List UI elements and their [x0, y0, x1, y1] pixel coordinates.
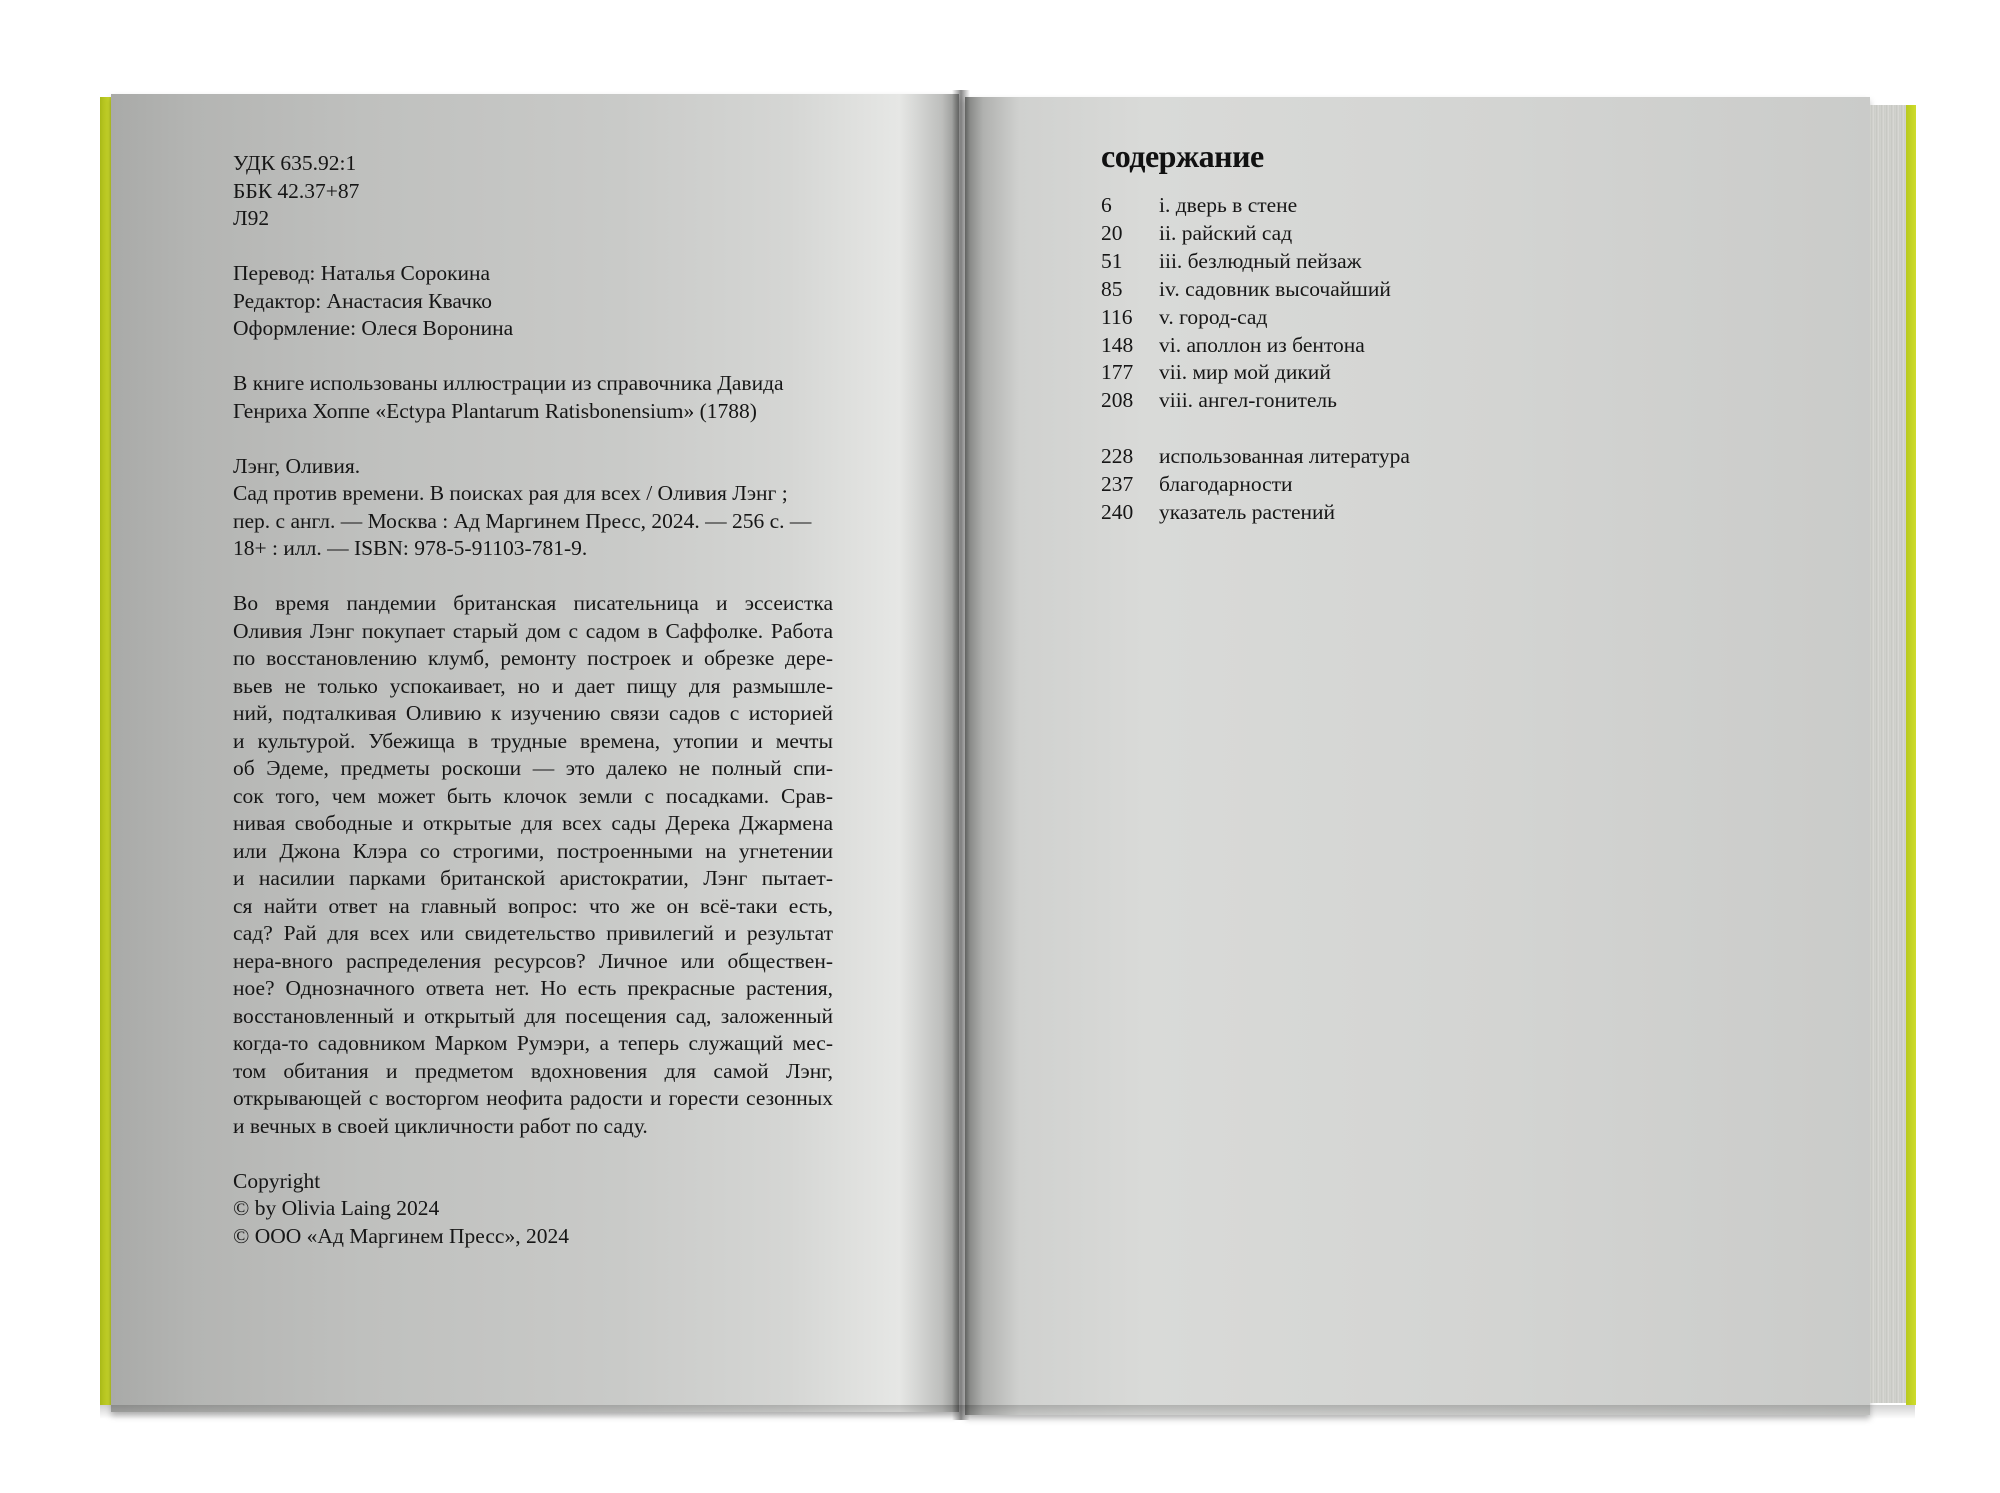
book-gutter [952, 90, 970, 1420]
catalog-line: пер. с англ. — Москва : Ад Маргинем Пресс, 2024. — 256 с. — [233, 508, 812, 533]
toc-entry-title: iv. садовник высочайший [1159, 276, 1391, 301]
toc-entry-title: благодарности [1159, 472, 1293, 497]
toc-page-number: 6 [1101, 193, 1112, 217]
toc-entry-title: ii. райский сад [1159, 220, 1293, 245]
annotation-line: и вечных в своей цикличности работ по саду. [233, 1113, 648, 1138]
catalog-author: Лэнг, Оливия. [233, 453, 361, 478]
credit-translator: Перевод: Наталья Сорокина [233, 261, 491, 285]
note-line: В книге использованы иллюстрации из справочника Давида [233, 371, 784, 395]
book-cover-edge-right [1906, 105, 1916, 1405]
imprint-page-text [233, 150, 833, 1250]
annotation-line: и насилии парками британской аристократии, Лэнг пытает- [233, 866, 833, 890]
annotation-line: открывающей с восторгом неофита радости и горести сезонных [233, 1086, 833, 1110]
annotation-line: по восстановлению клумб, ремонту построек и обрезке дере- [233, 646, 833, 670]
annotation-line: об Эдеме, предметы роскоши — это далеко не полный спи- [233, 756, 833, 780]
annotation-line: Оливия Лэнг покупает старый дом с садом в Саффолке. Работа [233, 618, 833, 643]
toc-page-number: 237 [1101, 472, 1134, 497]
annotation-line: сок того, чем может быть клочок земли с посадками. Срав- [233, 783, 833, 808]
annotation-line: или Джона Клэра со строгими, построенными на угнетении [233, 838, 833, 863]
catalog-line: 18+ : илл. — ISBN: 978-5-91103-781-9. [233, 536, 588, 560]
author-mark: Л92 [233, 206, 270, 230]
copyright-label: Copyright [233, 1168, 321, 1193]
toc-page-number: 51 [1101, 248, 1123, 273]
toc-entry [1101, 359, 1621, 387]
annotation-line: сад? Рай для всех или свидетельство привилегий и результат [233, 921, 833, 945]
toc-entry-title: vii. мир мой дикий [1159, 360, 1331, 385]
bbk-code: ББК 42.37+87 [233, 178, 360, 203]
toc-entry [1101, 248, 1621, 276]
toc-entry-title: v. город-сад [1159, 304, 1268, 329]
toc-entry-title: vi. аполлон из бентона [1159, 332, 1365, 357]
annotation-line: когда-то садовником Марком Румэри, а теперь служащий мес- [233, 1031, 833, 1055]
classification-block [233, 150, 833, 233]
toc-page-number: 177 [1101, 360, 1134, 385]
toc-entry-title: указатель растений [1159, 499, 1336, 524]
udc-code: УДК 635.92:1 [233, 151, 357, 175]
copyright-publisher: © ООО «Ад Маргинем Пресс», 2024 [233, 1223, 569, 1248]
catalog-line: Сад против времени. В поисках рая для всех / Оливия Лэнг ; [233, 481, 788, 505]
annotation-paragraph [233, 590, 833, 1140]
toc-page-number: 228 [1101, 444, 1134, 469]
toc-page-number: 148 [1101, 332, 1134, 357]
toc-entry-title: использованная литература [1159, 444, 1410, 469]
annotation-line: восстановленный и открытый для посещения сад, заложенный [233, 1003, 833, 1028]
toc-title: содержание [1101, 138, 1264, 174]
annotation-line: ний, подталкивая Оливию к изучению связи садов с историей [233, 701, 833, 725]
annotation-line: и культурой. Убежища в трудные времена, утопии и мечты [233, 728, 833, 753]
annotation-line: ное? Однозначного ответа нет. Но есть прекрасные растения, [233, 976, 833, 1000]
copyright-block [233, 1168, 833, 1251]
toc-entry [1101, 499, 1621, 527]
illustrations-note [233, 370, 833, 425]
toc-appendix [1101, 443, 1621, 527]
credits-block [233, 260, 833, 343]
credit-designer: Оформление: Олеся Воронина [233, 316, 514, 340]
toc-page-number: 240 [1101, 499, 1134, 524]
table-of-contents [1101, 136, 1621, 527]
toc-entry-title: viii. ангел-гонитель [1159, 388, 1337, 413]
book-shadow [100, 1405, 1915, 1419]
toc-entry-title: i. дверь в стене [1159, 193, 1298, 217]
toc-entry [1101, 220, 1621, 248]
toc-chapters [1101, 192, 1621, 415]
page-block-edges [1870, 105, 1906, 1403]
annotation-line: вьев не только успокаивает, но и дает пищу для размышле- [233, 673, 833, 698]
catalog-record [233, 453, 833, 563]
toc-entry [1101, 192, 1621, 220]
annotation-line: нера-вного распределения ресурсов? Личное или обществен- [233, 948, 833, 973]
toc-entry [1101, 387, 1621, 415]
annotation-line: Во время пандемии британская писательница и эссеистка [233, 591, 833, 615]
toc-page-number: 208 [1101, 388, 1134, 413]
note-line: Генриха Хоппе «Ectypa Plantarum Ratisbonensium» (1788) [233, 398, 757, 423]
toc-entry [1101, 443, 1621, 471]
annotation-line: нивая свободные и открытые для всех сады Дерека Джармена [233, 811, 833, 835]
credit-editor: Редактор: Анастасия Квачко [233, 288, 492, 313]
toc-page-number: 85 [1101, 276, 1123, 301]
copyright-author: © by Olivia Laing 2024 [233, 1196, 440, 1220]
toc-entry [1101, 304, 1621, 332]
toc-entry [1101, 332, 1621, 360]
toc-page-number: 116 [1101, 304, 1133, 329]
annotation-line: том обитания и предметом вдохновения для самой Лэнг, [233, 1058, 833, 1083]
toc-entry-title: iii. безлюдный пейзаж [1159, 248, 1362, 273]
toc-entry [1101, 471, 1621, 499]
annotation-line: ся найти ответ на главный вопрос: что же он всё-таки есть, [233, 893, 833, 918]
toc-page-number: 20 [1101, 220, 1123, 245]
toc-entry [1101, 276, 1621, 304]
